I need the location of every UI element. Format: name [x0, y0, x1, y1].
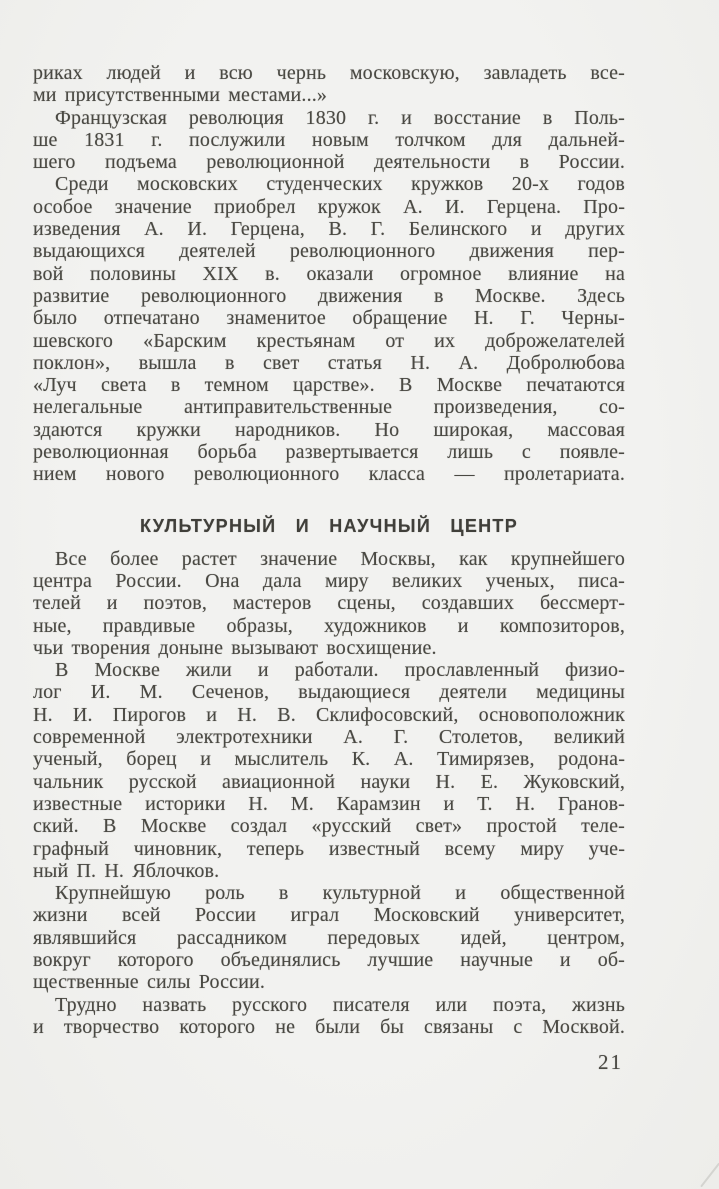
paragraph — [33, 173, 625, 485]
text-line: ный П. Н. Яблочков. — [33, 859, 220, 882]
text-line: Все более растет значение Москвы, как крупнейшего — [55, 547, 625, 570]
text-line: особое значение приобрел кружок А. И. Герцена. Про- — [33, 195, 625, 218]
text-line: Среди московских студенческих кружков 20-х годов — [55, 173, 625, 196]
text-line: выдающихся деятелей революционного движения пер- — [33, 240, 625, 263]
text-line: поклон», вышла в свет статья Н. А. Добролюбова — [33, 351, 625, 374]
text-line: нелегальные антиправительственные произведения, со- — [33, 396, 625, 419]
section-paragraphs — [33, 548, 625, 1039]
text-line: «Луч света в темном царстве». В Москве печатаются — [33, 374, 625, 397]
text-line: ные, правдивые образы, художников и композиторов, — [33, 614, 625, 637]
text-line: шевского «Барским крестьянам от их доброжелателей — [33, 329, 625, 352]
paragraph — [33, 882, 625, 993]
paragraph — [33, 994, 625, 1039]
page-curl-mark — [700, 1163, 719, 1188]
text-line: вой половины XIX в. оказали огромное влияние на — [33, 262, 625, 285]
text-line: было отпечатано знаменитое обращение Н. Г. Черны- — [33, 307, 625, 330]
text-line: графный чиновник, теперь известный всему миру уче- — [33, 837, 625, 860]
section-heading: КУЛЬТУРНЫЙ И НАУЧНЫЙ ЦЕНТР — [139, 515, 519, 536]
paragraph — [33, 62, 625, 107]
text-line: Крупнейшую роль в культурной и общественной — [55, 882, 625, 905]
text-line: Французская революция 1830 г. и восстание в Поль- — [55, 106, 625, 129]
page-number: 21 — [598, 1050, 623, 1075]
text-line: революционная борьба развертывается лишь с появле- — [33, 441, 625, 464]
text-line: центра России. Она дала миру великих ученых, писа- — [33, 569, 625, 592]
text-line: и творчество которого не были бы связаны с Москвой. — [33, 1015, 625, 1038]
text-line: ученый, борец и мыслитель К. А. Тимирязев, родона- — [33, 748, 625, 771]
text-line: Трудно назвать русского писателя или поэта, жизнь — [55, 993, 625, 1016]
text-line: изведения А. И. Герцена, В. Г. Белинского и других — [33, 218, 625, 241]
text-line: ский. В Москве создал «русский свет» простой теле- — [33, 815, 625, 838]
text-line: современной электротехники А. Г. Столетов, великий — [33, 726, 625, 749]
text-line: жизни всей России играл Московский университет, — [33, 904, 625, 927]
text-line: ми присутственными местами...» — [33, 84, 328, 107]
text-line: щественные силы России. — [33, 971, 266, 994]
paragraph — [33, 659, 625, 882]
paragraph — [33, 107, 625, 174]
text-line: чьи творения доныне вызывают восхищение. — [33, 636, 437, 659]
text-line: риках людей и всю чернь московскую, завладеть все- — [33, 62, 625, 84]
text-line: являвшийся рассадником передовых идей, центром, — [33, 926, 625, 949]
text-line: лог И. М. Сеченов, выдающиеся деятели медицины — [33, 681, 625, 704]
text-line: В Москве жили и работали. прославленный физио- — [55, 659, 625, 682]
text-line: известные историки Н. М. Карамзин и Т. Н. Гранов- — [33, 792, 625, 815]
paragraph — [33, 548, 625, 659]
text-line: вокруг которого объединялись лучшие научные и об- — [33, 948, 625, 971]
text-line: телей и поэтов, мастеров сцены, создавших бессмерт- — [33, 592, 625, 615]
text-block — [33, 62, 625, 1074]
text-line: ше 1831 г. послужили новым толчком для дальней- — [33, 128, 625, 151]
text-line: шего подъема революционной деятельности в России. — [33, 151, 625, 174]
text-line: развитие революционного движения в Москве. Здесь — [33, 284, 625, 307]
text-line: нием нового революционного класса — пролетариата. — [33, 463, 625, 486]
text-line: чальник русской авиационной науки Н. Е. Жуковский, — [33, 770, 625, 793]
text-line: здаются кружки народников. Но широкая, массовая — [33, 418, 625, 441]
text-line: Н. И. Пирогов и Н. В. Склифосовский, основоположник — [33, 703, 625, 726]
intro-paragraphs — [33, 62, 625, 486]
